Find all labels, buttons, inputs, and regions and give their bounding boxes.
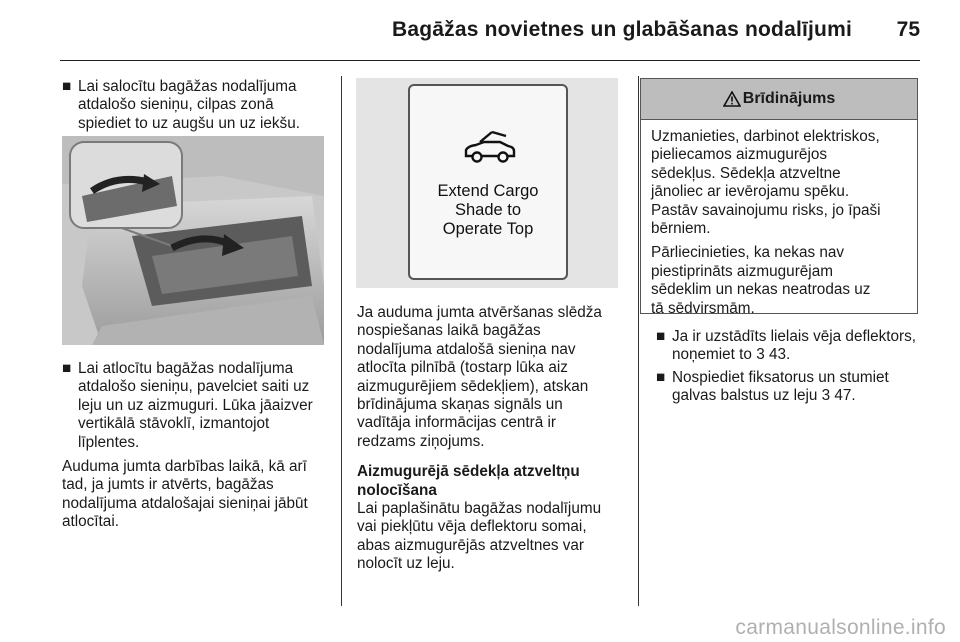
warning-paragraph-2 — [651, 244, 907, 318]
text-line: nodalījuma atdalošā sieniņa nav — [357, 340, 576, 358]
page-ref-link[interactable]: 43. — [768, 346, 791, 364]
text-line: pieliecamos aizmugurējos — [651, 146, 827, 164]
section-subheading — [357, 463, 629, 500]
header-rule — [60, 60, 920, 61]
sign-line: Operate Top — [442, 220, 534, 238]
text-line: nodalījuma atdalošajai sieniņai jābūt — [62, 494, 308, 512]
text-line: noņemiet to — [672, 346, 757, 364]
column-divider-right — [638, 76, 639, 606]
text-line: bērniem. — [651, 220, 711, 238]
text-line: sēdeklim un nekas neatrodas uz — [651, 281, 871, 299]
sign-line: Extend Cargo — [437, 182, 539, 200]
text-line: Lai atlocītu bagāžas nodalījuma — [78, 360, 294, 377]
text-line: vai piekļūtu vēja deflektoru somai, — [357, 518, 587, 536]
text-line: tad, ja jumts ir atvērts, bagāžas — [62, 476, 274, 494]
bullet-unfold-partition — [62, 360, 334, 452]
page-header — [0, 0, 960, 62]
text-line: atlocīta pilnībā (tostarp lūka aiz — [357, 359, 568, 377]
text-line: atdalošo sieniņu, cilpas zonā — [78, 96, 274, 114]
text-line: Uzmanieties, darbinot elektriskos, — [651, 128, 880, 145]
text-line: redzams ziņojums. — [357, 432, 485, 450]
trunk-partition-photo — [62, 136, 324, 345]
warning-box — [640, 78, 918, 317]
text-line: jānoliec ar ievērojamu spēku. — [651, 183, 850, 201]
convertible-car-icon — [462, 130, 518, 166]
chapter-title: Bagāžas novietnes un glabāšanas nodalījumi — [391, 18, 852, 41]
column-2 — [357, 304, 629, 574]
column-1 — [62, 78, 334, 133]
watermark: carmanualsonline.info — [735, 616, 946, 639]
text-line: atlocītai. — [62, 513, 119, 531]
warning-title: Brīdinājums — [742, 90, 836, 107]
fold-seatback-paragraph — [357, 500, 629, 574]
warning-triangle-icon — [723, 91, 741, 107]
text-line: vadītāja informācijas centrā ir — [357, 414, 556, 432]
text-line: nolocīšana — [357, 481, 437, 499]
warning-header — [641, 79, 917, 120]
text-line: Auduma jumta darbības laikā, kā arī — [62, 458, 307, 476]
bullet-square-icon: ■ — [62, 78, 72, 95]
text-line: nospiešanas laikā bagāžas — [357, 322, 541, 340]
text-line: Lai salocītu bagāžas nodalījuma — [78, 78, 297, 95]
sign-line: Shade to — [454, 201, 522, 219]
warning-body — [641, 120, 917, 318]
page-ref-link[interactable]: 47. — [834, 387, 856, 405]
sign-text — [410, 182, 566, 239]
text-line-with-ref — [672, 346, 926, 364]
text-line: galvas balstus uz leju — [672, 387, 822, 405]
sign-panel — [408, 84, 568, 280]
page-ref-arrow-icon: 3 — [821, 387, 831, 405]
text-line: spiediet to uz augšu un uz iekšu. — [78, 114, 300, 132]
text-line: vertikālā stāvoklī, izmantojot — [78, 415, 270, 433]
page-ref-arrow-icon: 3 — [756, 346, 765, 364]
column-3 — [656, 328, 926, 406]
text-line: nolocīt uz leju. — [357, 555, 455, 573]
text-line: Pārliecinieties, ka nekas nav — [651, 244, 845, 262]
text-line: abas aizmugurējās atzveltnes var — [357, 536, 585, 554]
text-line: Pastāv savainojumu risks, jo īpaši — [651, 201, 881, 219]
bullet-square-icon: ■ — [656, 368, 666, 386]
text-line-with-ref — [672, 387, 926, 405]
bullet-remove-deflector — [656, 328, 926, 365]
text-line: brīdinājuma skaņas signāls un — [357, 396, 563, 414]
text-line: piestiprināts aizmugurējam — [651, 262, 833, 280]
warning-paragraph-1 — [651, 128, 907, 238]
bullet-square-icon: ■ — [656, 328, 666, 345]
text-line: atdalošo sieniņu, pavelciet saiti uz — [78, 378, 310, 396]
text-line: Ja ir uzstādīts lielais vēja deflektors, — [672, 328, 917, 345]
column-divider-left — [341, 76, 342, 606]
text-line: Aizmugurējā sēdekļa atzveltņu — [357, 463, 580, 481]
bullet-square-icon: ■ — [62, 360, 72, 377]
text-line: aizmugurējiem sēdekļiem), atskan — [357, 377, 589, 395]
cargo-shade-sign-illustration — [356, 78, 618, 288]
warning-signal-paragraph — [357, 304, 629, 451]
text-line: sēdekļus. Sēdekļa atzveltne — [651, 164, 841, 182]
text-line: leju un uz aizmuguri. Lūka jāaizver — [78, 396, 313, 414]
text-line: līplentes. — [78, 433, 140, 451]
column-1-lower — [62, 360, 334, 532]
page-number: 75 — [896, 18, 920, 41]
bullet-fold-partition — [62, 78, 334, 133]
bullet-head-restraints — [656, 369, 926, 406]
text-line: tā sēdvirsmām. — [651, 299, 755, 317]
text-line: Lai paplašinātu bagāžas nodalījumu — [357, 500, 602, 518]
partition-paragraph — [62, 458, 334, 532]
text-line: Nospiediet fiksatorus un stumiet — [672, 368, 889, 386]
text-line: Ja auduma jumta atvēršanas slēdža — [357, 304, 602, 321]
